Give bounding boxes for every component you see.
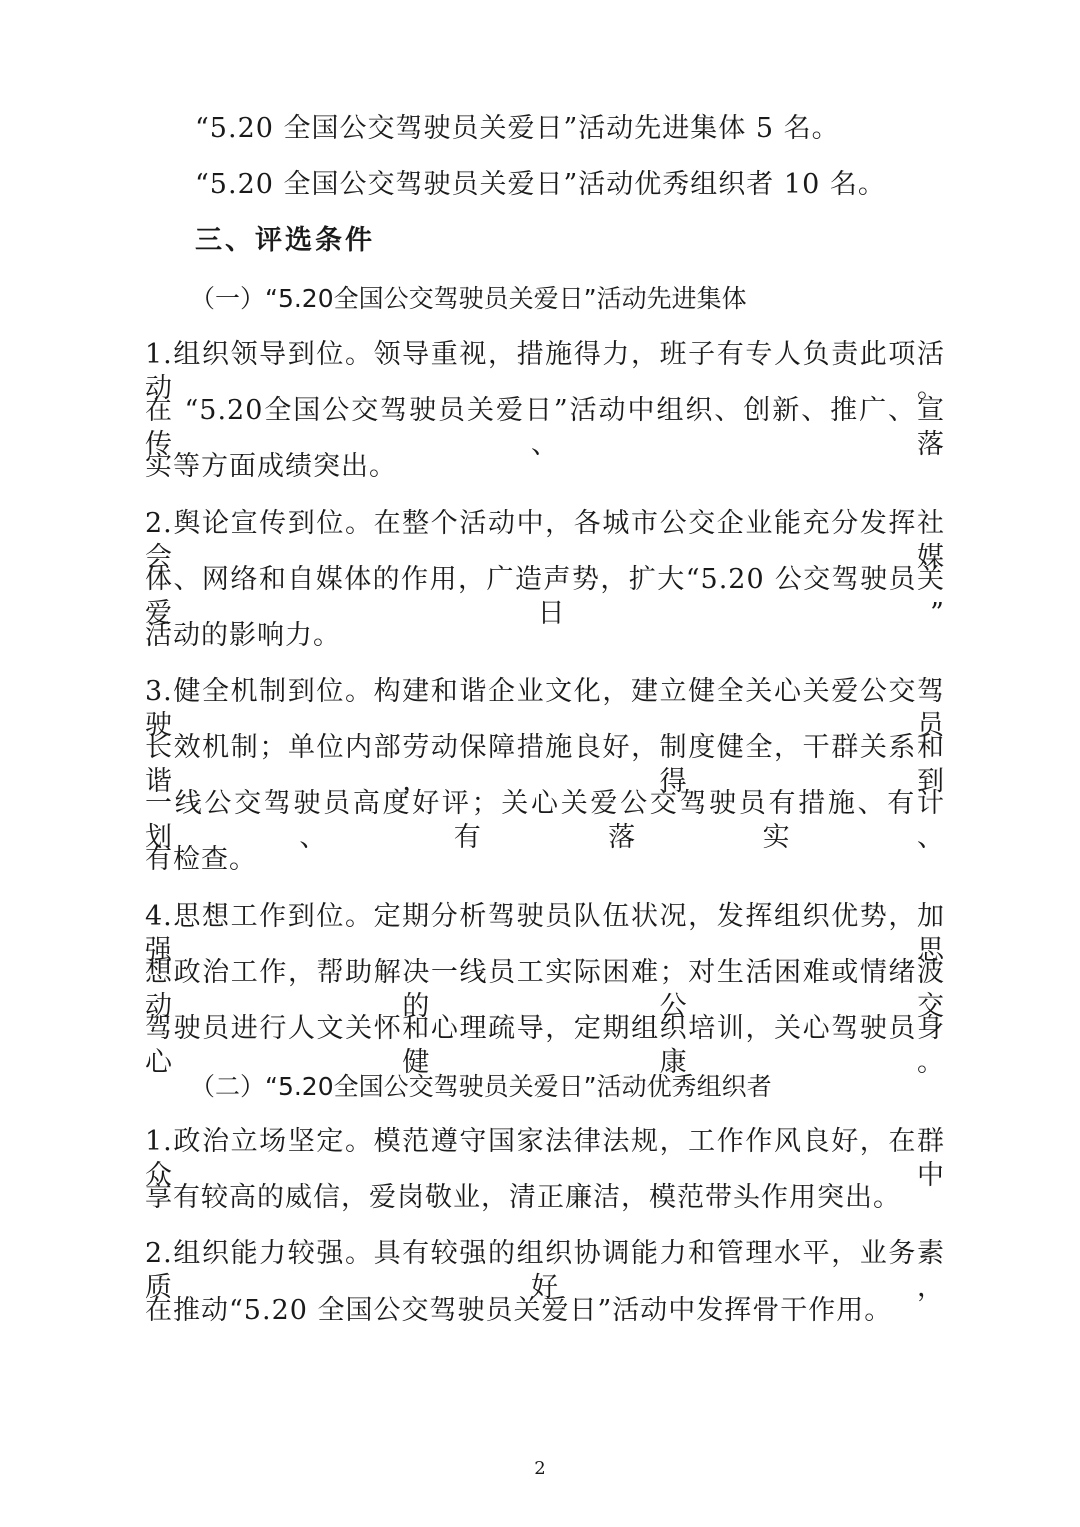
paragraph-4-line-1: 4.思想工作到位。定期分析驾驶员队伍状况，发挥组织优势，加强思 <box>145 901 945 966</box>
paragraph-1-line-2: 在 “5.20全国公交驾驶员关爱日”活动中组织、创新、推广、宣传、落 <box>145 395 945 460</box>
award-collective-count: “5.20 全国公交驾驶员关爱日”活动先进集体 5 名。 <box>195 113 840 144</box>
paragraph-5-line-2: 享有较高的威信，爱岗敬业，清正廉洁，模范带头作用突出。 <box>145 1182 901 1213</box>
paragraph-5-line-1: 1.政治立场坚定。模范遵守国家法律法规，工作作风良好，在群众中 <box>145 1126 945 1191</box>
award-organizer-count: “5.20 全国公交驾驶员关爱日”活动优秀组织者 10 名。 <box>195 169 886 200</box>
subsection-heading-1: （一）“5.20全国公交驾驶员关爱日”活动先进集体 <box>190 284 747 313</box>
subsection-heading-2: （二）“5.20全国公交驾驶员关爱日”活动优秀组织者 <box>190 1072 772 1101</box>
paragraph-3-line-3: 一线公交驾驶员高度好评；关心关爱公交驾驶员有措施、有计划、有落实、 <box>145 788 945 853</box>
paragraph-6-line-1: 2.组织能力较强。具有较强的组织协调能力和管理水平，业务素质好， <box>145 1238 945 1303</box>
paragraph-1-line-1: 1.组织领导到位。领导重视，措施得力，班子有专人负责此项活动。 <box>145 339 945 404</box>
section-heading: 三、评选条件 <box>195 225 375 256</box>
paragraph-4-line-3: 驾驶员进行人文关怀和心理疏导，定期组织培训，关心驾驶员身心健康。 <box>145 1013 945 1078</box>
paragraph-1-line-3: 实等方面成绩突出。 <box>145 451 397 482</box>
paragraph-2-line-2: 体、网络和自媒体的作用，广造声势，扩大“5.20 公交驾驶员关爱日” <box>145 564 945 629</box>
paragraph-3-line-2: 长效机制；单位内部劳动保障措施良好，制度健全，干群关系和谐，得到 <box>145 732 945 797</box>
paragraph-3-line-1: 3.健全机制到位。构建和谐企业文化，建立健全关心关爱公交驾驶员 <box>145 676 945 741</box>
paragraph-6-line-2: 在推动“5.20 全国公交驾驶员关爱日”活动中发挥骨干作用。 <box>145 1295 893 1326</box>
paragraph-4-line-2: 想政治工作，帮助解决一线员工实际困难；对生活困难或情绪波动的公交 <box>145 957 945 1022</box>
paragraph-2-line-1: 2.舆论宣传到位。在整个活动中，各城市公交企业能充分发挥社会媒 <box>145 508 945 573</box>
paragraph-3-line-4: 有检查。 <box>145 844 257 875</box>
page-number: 2 <box>534 1458 546 1479</box>
paragraph-2-line-3: 活动的影响力。 <box>145 620 341 651</box>
